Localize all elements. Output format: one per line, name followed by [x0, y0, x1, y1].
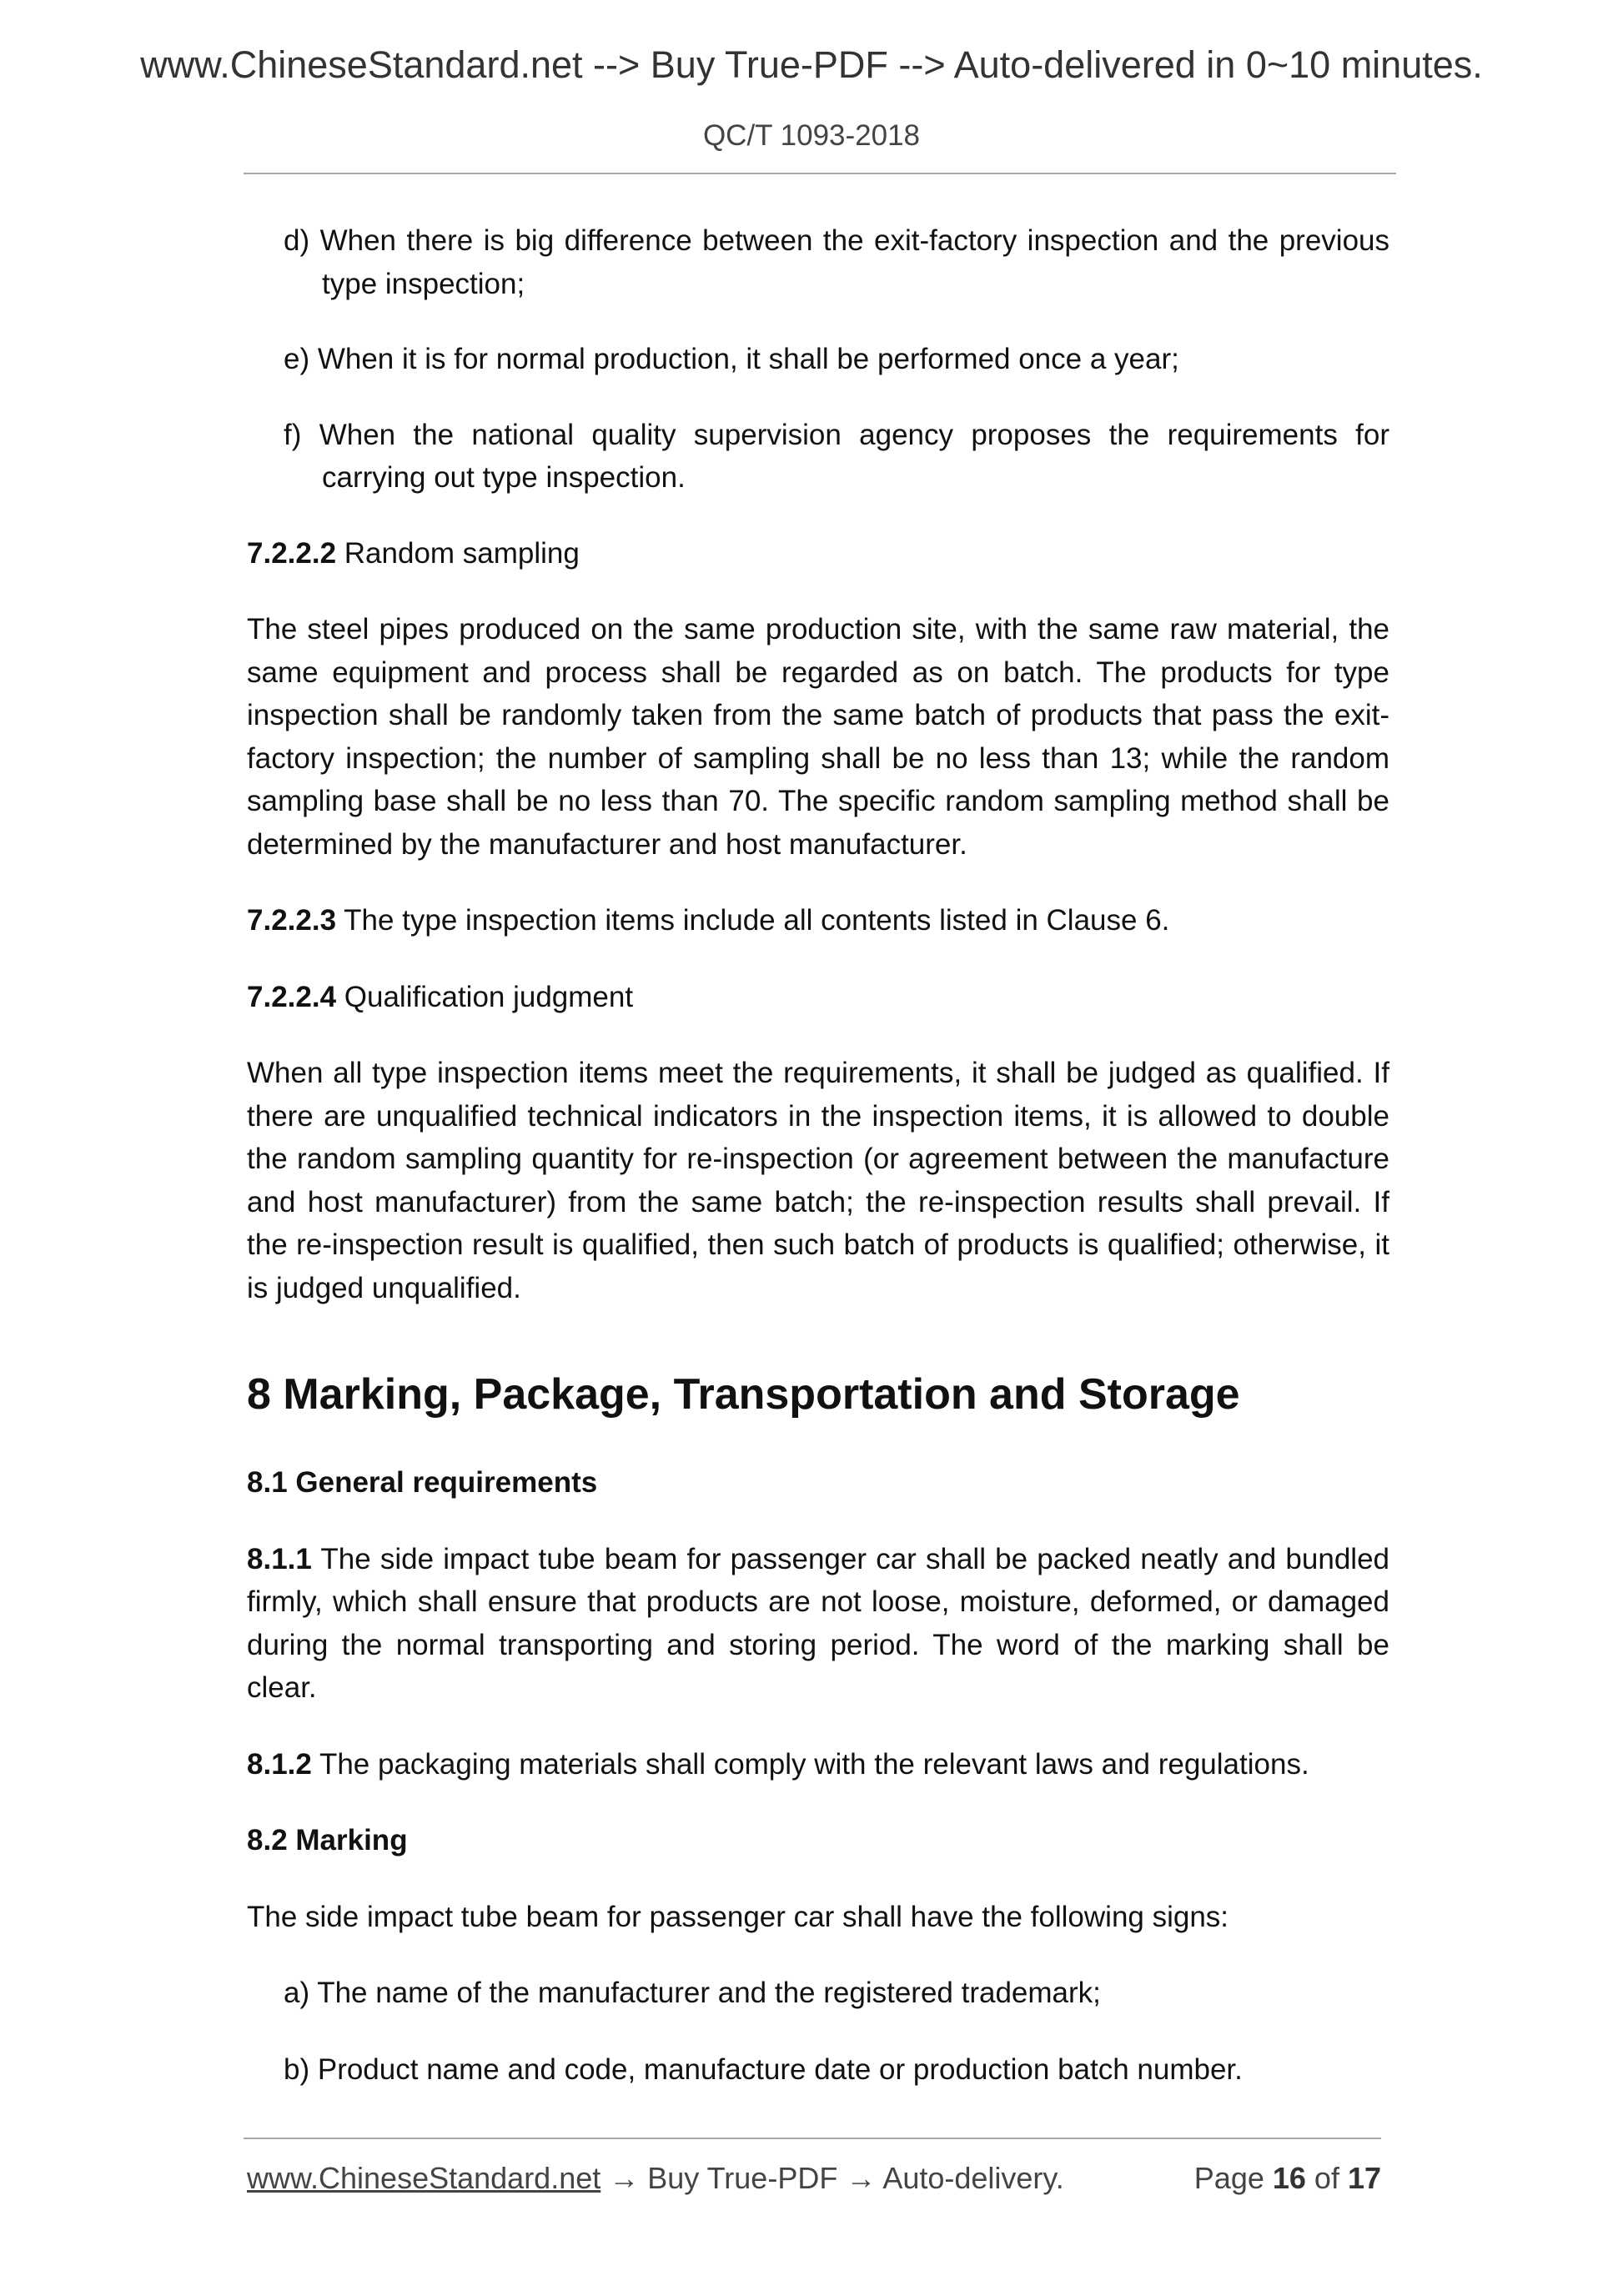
- footer-left: [247, 2161, 1064, 2196]
- clause-7-2-2-3: [247, 899, 1389, 942]
- clause-number: 8.1.1: [247, 1542, 312, 1575]
- clause-7-2-2-4-body: When all type inspection items meet the requirements, it shall be judged as qualified. If there are unqualified technical indicators in the inspection items, it is allowed to double the random sampling quantity for re-inspection (or agreement between the manufacture and host manufacturer) from the same batch; the re-inspection results shall prevail. If the re-inspection result is qualified, then such batch of products is qualified; otherwise, it is judged unqualified.: [247, 1057, 1389, 1304]
- clause-8-1-2: [247, 1743, 1389, 1786]
- list-item-d: d) When there is big difference between the exit-factory inspection and the previous type inspection;: [284, 224, 1389, 300]
- section-8-heading: 8 Marking, Package, Transportation and Storage: [247, 1370, 1240, 1419]
- footer-divider: [244, 2138, 1381, 2139]
- clause-7-2-2-2-body: The steel pipes produced on the same production site, with the same raw material, the same equipment and process shall be regarded as on batch. The products for type inspection shall be randomly taken from the same batch of products that pass the exit-factory inspection; the number of sampling shall be no less than 13; while the random sampling base shall be no less than 70. The specific random sampling method shall be determined by the manufacturer and host manufacturer.: [247, 613, 1389, 861]
- clause-title: Qualification judgment: [336, 980, 634, 1013]
- clause-7-2-2-4-heading: [247, 976, 1389, 1019]
- current-page-number: 16: [1272, 2161, 1306, 2195]
- list-item-e: e) When it is for normal production, it shall be performed once a year;: [284, 343, 1179, 375]
- total-page-count: 17: [1347, 2161, 1381, 2195]
- clause-7-2-2-2-heading: [247, 532, 1389, 575]
- clause-title: Random sampling: [336, 536, 580, 570]
- clause-number: 7.2.2.3: [247, 904, 337, 937]
- page-label: Page: [1193, 2161, 1273, 2195]
- page-footer: [247, 2161, 1381, 2203]
- clause-number: 7.2.2.4: [247, 980, 337, 1013]
- clause-text: The side impact tube beam for passenger car shall be packed neatly and bundled firmly, which shall ensure that products are not loose, moisture, deformed, or damaged during the normal transporting and storing period. The word of the marking shall be clear.: [247, 1542, 1389, 1704]
- clause-8-1-1: [247, 1538, 1389, 1710]
- page-body: [247, 219, 1389, 2091]
- of-label: of: [1305, 2161, 1348, 2195]
- clause-number: 7.2.2.2: [247, 536, 337, 570]
- document-number: QC/T 1093-2018: [702, 119, 921, 152]
- section-8-1-heading: 8.1 General requirements: [247, 1466, 598, 1499]
- footer-tagline: → Buy True-PDF → Auto-delivery.: [600, 2161, 1064, 2195]
- list-item-b: b) Product name and code, manufacture date or production batch number.: [284, 2052, 1243, 2086]
- header-divider: [244, 173, 1396, 174]
- clause-text: The packaging materials shall comply with the relevant laws and regulations.: [311, 1747, 1309, 1781]
- clause-text: The type inspection items include all contents listed in Clause 6.: [336, 904, 1170, 937]
- page-indicator: [1194, 2161, 1381, 2196]
- list-item-a: a) The name of the manufacturer and the registered trademark;: [284, 1977, 1101, 2009]
- list-item-f: f) When the national quality supervision agency proposes the requirements for carrying out type inspection.: [284, 418, 1389, 494]
- section-8-2-intro: The side impact tube beam for passenger car shall have the following signs:: [247, 1900, 1229, 1933]
- section-8-2-heading: 8.2 Marking: [247, 1824, 408, 1856]
- footer-site-link[interactable]: www.ChineseStandard.net: [247, 2161, 601, 2195]
- site-banner: www.ChineseStandard.net --> Buy True-PDF --> Auto-delivered in 0~10 minutes.: [140, 43, 1483, 86]
- clause-number: 8.1.2: [247, 1747, 312, 1781]
